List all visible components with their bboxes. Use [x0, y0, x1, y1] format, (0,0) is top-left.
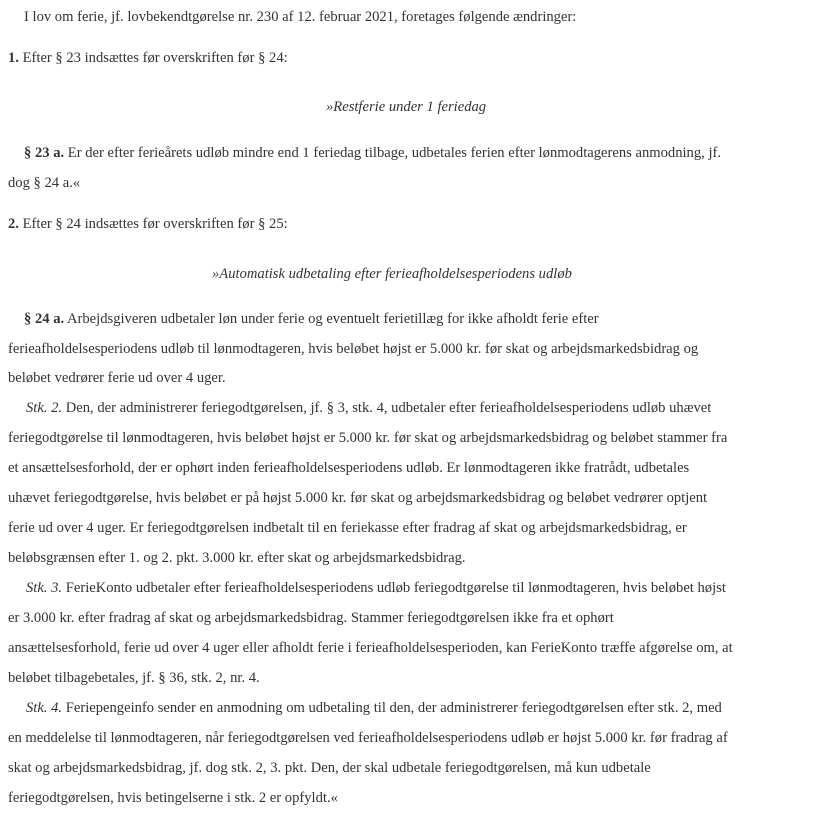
stk-3-line-1: Stk. 3. FerieKonto udbetaler efter ferieafholdelsesperiodens udløb feriegodtgørelse til lønmodtageren, hvis beløbet højst	[26, 580, 726, 596]
stk-4-line-3: skat og arbejdsmarkedsbidrag, jf. dog stk. 2, 3. pkt. Den, der skal udbetale feriegodtgørelsen, må kun udbetale	[8, 760, 651, 776]
change-1-instruction	[8, 48, 288, 68]
change-2-instruction-text: Efter § 24 indsættes før overskriften før § 25:	[22, 216, 288, 232]
stk-4-line-4: feriegodtgørelsen, hvis betingelserne i stk. 2 er opfyldt.«	[8, 790, 338, 806]
change-2-number: 2.	[8, 216, 19, 232]
stk-3-line-4: beløbet tilbagebetales, jf. § 36, stk. 2, nr. 4.	[8, 670, 260, 686]
section-24a-line-2: ferieafholdelsesperiodens udløb til lønmodtageren, hvis beløbet højst er 5.000 kr. før skat og arbejdsmarkedsbidrag og	[8, 341, 699, 357]
stk-2-line-5: ferie ud over 4 uger. Er feriegodtgørelsen indbetalt til en feriekasse efter fradrag af skat og arbejdsmarkedsbidrag, er	[8, 520, 687, 536]
stk-2-line-1: Stk. 2. Den, der administrerer feriegodtgørelsen, jf. § 3, stk. 4, udbetaler efter ferieafholdelsesperiodens udløb uhævet	[26, 400, 712, 416]
stk-4-label: Stk. 4.	[26, 700, 63, 716]
stk-4-line-1: Stk. 4. Feriepengeinfo sender en anmodning om udbetaling til den, der administrerer feriegodtgørelsen efter stk. 2, med	[26, 700, 722, 716]
stk-2-line-2: feriegodtgørelse til lønmodtageren, hvis beløbet højst er 5.000 kr. før skat og arbejdsmarkedsbidrag og beløbet stammer fra	[8, 430, 728, 446]
section-24a-label: § 24 a.	[24, 311, 65, 327]
section-24a-line-3: beløbet vedrører ferie ud over 4 uger.	[8, 370, 226, 386]
stk-3-line-3: ansættelsesforhold, ferie ud over 4 uger eller afholdt ferie i ferieafholdelsesperioden, kan FerieKonto træffe afgørelse om, at	[8, 640, 733, 656]
change-1-instruction-text: Efter § 23 indsættes før overskriften før § 24:	[22, 50, 288, 66]
stk-3-label: Stk. 3.	[26, 580, 63, 596]
stk-3-line-2: er 3.000 kr. efter fradrag af skat og arbejdsmarkedsbidrag. Stammer feriegodtgørelsen ikke fra et ophørt	[8, 610, 614, 626]
change-2-instruction	[8, 214, 288, 234]
stk-2-label: Stk. 2.	[26, 400, 63, 416]
change-1-number: 1.	[8, 50, 19, 66]
stk-4-line-2: en meddelelse til lønmodtageren, når feriegodtgørelsen ved ferieafholdelsesperiodens udløb er højst 5.000 kr. før fradrag af	[8, 730, 728, 746]
intro-paragraph: I lov om ferie, jf. lovbekendtgørelse nr. 230 af 12. februar 2021, foretages følgende ændringer:	[24, 9, 577, 25]
section-24a-heading: »Automatisk udbetaling efter ferieafholdelsesperiodens udløb	[212, 266, 572, 282]
section-23a-line-2: dog § 24 a.«	[8, 175, 81, 191]
section-23a-label: § 23 a.	[24, 145, 65, 161]
section-24a-line-1: § 24 a. Arbejdsgiveren udbetaler løn under ferie og eventuelt ferietillæg for ikke afholdt ferie efter	[24, 311, 599, 327]
section-23a-heading: »Restferie under 1 feriedag	[326, 99, 487, 115]
section-23a-line-1: § 23 a. Er der efter ferieårets udløb mindre end 1 feriedag tilbage, udbetales ferien efter lønmodtagerens anmodning, jf.	[24, 145, 722, 161]
stk-2-line-4: uhævet feriegodtgørelse, hvis beløbet er på højst 5.000 kr. før skat og arbejdsmarkedsbidrag og beløbet vedrører optjent	[8, 490, 708, 506]
stk-2-line-6: beløbsgrænsen efter 1. og 2. pkt. 3.000 kr. efter skat og arbejdsmarkedsbidrag.	[8, 550, 466, 566]
stk-2-line-3: et ansættelsesforhold, der er ophørt inden ferieafholdelsesperiodens udløb. Er lønmodtageren ikke fratrådt, udbetales	[8, 460, 690, 476]
